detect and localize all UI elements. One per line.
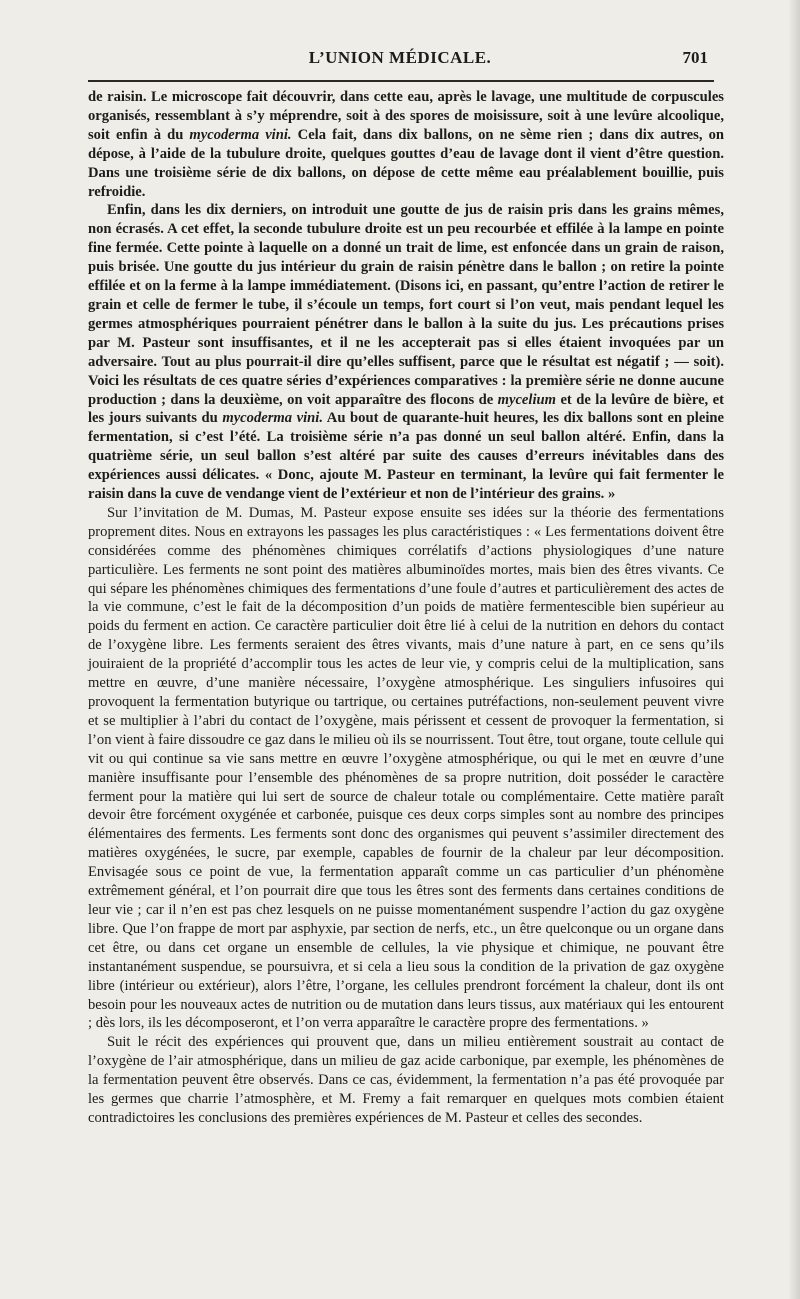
text-run: Cela fait, dans dix ballons, on ne sème rien ; dans dix autres, on dépose, à l’aide de la tubulure droite, quelques gouttes d’eau de lavage dont il vient d’être question. Dans une troisième série de dix ballons, on dépose de cette même eau préalablement bouillie, puis refroidie. — [88, 126, 724, 200]
text-run: Suit le récit des expériences qui prouvent que, dans un milieu entièrement soustrait au contact de l’oxygène de l’air atmosphérique, dans un milieu de gaz acide carbonique, par exemple, les phénomènes de la fermentation peuvent être observés. Dans ce cas, évidemment, la fermentation n’a pas été provoquée par les germes que charrie l’atmosphère, et M. Fremy a fait remarquer en quelques mots combien étaient contradictoires les conclusions des premières expériences de M. Pasteur et celles des secondes. — [88, 1034, 724, 1126]
text-run: Sur l’invitation de M. Dumas, M. Pasteur expose ensuite ses idées sur la théorie des fermentations proprement dites. Nous en extrayons les passages les plus caractéristiques : « Les fermentations doivent être considérées comme des phénomènes chimiques corrélatifs d’actions physiologiques d’une nature particulière. Les ferments ne sont point des matières albuminoïdes mortes, mais bien des êtres vivants. Ce qui sépare les phénomènes chimiques des fermentations d’une foule d’autres et particulièrement des actes de la vie commune, c’est le fait de la décomposition d’un poids de matière fermentescible bien supérieur au poids du ferment en action. Ce caractère particulier doit être lié à celui de la nutrition en dehors du contact de l’oxygène libre. Les ferments seraient des êtres vivants, mais d’une nature à part, en ce sens qu’ils jouiraient de la propriété d’accomplir tous les actes de leur vie, y compris celui de la multiplication, sans mettre en œuvre, d’une manière nécessaire, l’oxygène atmosphérique. Les singuliers infusoires qui provoquent la fermentation butyrique ou tartrique, ou certaines putréfactions, non-seulement peuvent vivre et se multiplier à l’abri du contact de l’oxygène, mais périssent et cessent de provoquer la fermentation, si l’on vient à faire dissoudre ce gaz dans le milieu où ils se nourrissent. Tout être, tout organe, toute cellule qui vit ou qui continue sa vie sans mettre en œuvre l’oxygène atmosphérique, ou qui le met en œuvre d’une manière insuffisante pour l’ensemble des phénomènes de sa propre nutrition, doit posséder le caractère ferment pour la matière qui lui sert de source de chaleur totale ou complémentaire. Cette matière paraît devoir être forcément oxygénée et carbonée, puisque ces deux corps simples sont au nombre des principes élémentaires des ferments. Les ferments sont donc des organismes qui peuvent s’assimiler directement des matières oxygénées, le sucre, par exemple, capables de fournir de la chaleur par leur décomposition. Envisagée sous ce point de vue, la fermentation apparaît comme un cas particulier d’un phénomène extrêmement général, et l’on pourrait dire que tous les êtres sont des ferments dans certaines conditions de leur vie ; car il n’en est pas chez lesquels on ne puisse momentanément suspendre l’action du gaz oxygène libre. Que l’on frappe de mort par asphyxie, par section de nerfs, etc., un être quelconque ou un organe dans cet être, ou dans cet organe un ensemble de cellules, la vie physique et chimique, ne pouvant être instantanément suspendue, se poursuivra, et si cela a lieu sous la condition de la privation de gaz oxygène libre (intérieur ou extérieur), alors l’être, l’organe, les cellules prendront forcément la chaleur, dont ils ont besoin pour les nouveaux actes de nutrition ou de mutation dans leurs tissus, aux matériaux qui les entourent ; dès lors, ils les décomposeront, et l’on verra apparaître le caractère propre des fermentations. » — [88, 504, 724, 1032]
text-run: de raisin. Le microscope fait découvrir, dans cette eau, après le lavage, une multitude de corpuscules organisés, ressemblant à s’y méprendre, soit à des spores de moisissure, soit à une levûre alcoolique, soit enfin à du — [88, 89, 724, 143]
paragraph — [88, 88, 724, 201]
text-run: Au bout de quarante-huit heures, les dix ballons sont en pleine fermentation, si c’est l’été. La troisième série n’a pas donné un seul ballon altéré. Enfin, dans la quatrième série, un seul ballon s’est altéré par suite des causes d’erreurs inévitables dans des expériences aussi délicates. « Donc, ajoute M. Pasteur en terminant, la levûre qui fait fermenter le raisin dans la cuve de vendange vient de l’extérieur et non de l’intérieur des grains. » — [88, 410, 724, 503]
text-run: Enfin, dans les dix derniers, on introduit une goutte de jus de raisin pris dans les grains mêmes, non écrasés. A cet effet, la seconde tubulure droite est un peu recourbée et effilée à la lampe en pointe fine fermée. Cette pointe à laquelle on a donné un trait de lime, est enfoncée dans un grain de raison, puis brisée. Une goutte du jus intérieur du grain de raisin pénètre dans le ballon ; on retire la pointe effilée et on la ferme à la lampe immédiatement. (Disons ici, en passant, qu’entre l’action de retirer le grain et celle de fermer le tube, il s’écoule un temps, fort court si l’on veut, mais pendant lequel les germes atmosphériques pourraient pénétrer dans le ballon à la suite du jus. Les précautions prises par M. Pasteur sont insuffisantes, et il ne les accepterait pas si elles étaient invoquées par un adversaire. Tout au plus pourrait-il dire qu’elles suffisent, parce que le résultat est négatif ; — soit). Voici les résultats de ces quatre séries d’expériences comparatives : la première série ne donne aucune production ; dans la deuxième, on voit apparaître des flocons de — [88, 202, 724, 408]
italic-text-run: mycelium — [497, 391, 556, 408]
italic-text-run: mycoderma vini. — [222, 410, 323, 427]
body-text — [88, 88, 724, 1128]
text-run: et de la levûre de bière, et les jours suivants du — [88, 391, 724, 427]
page-number: 701 — [682, 48, 708, 67]
page-header — [88, 48, 712, 74]
page-edge-shadow — [788, 0, 800, 1299]
paragraph — [88, 1033, 724, 1128]
paragraph — [88, 201, 724, 504]
paragraph — [88, 504, 724, 1033]
running-title: L’UNION MÉDICALE. — [308, 48, 492, 67]
italic-text-run: mycoderma vini. — [189, 126, 292, 143]
header-rule — [88, 80, 714, 82]
